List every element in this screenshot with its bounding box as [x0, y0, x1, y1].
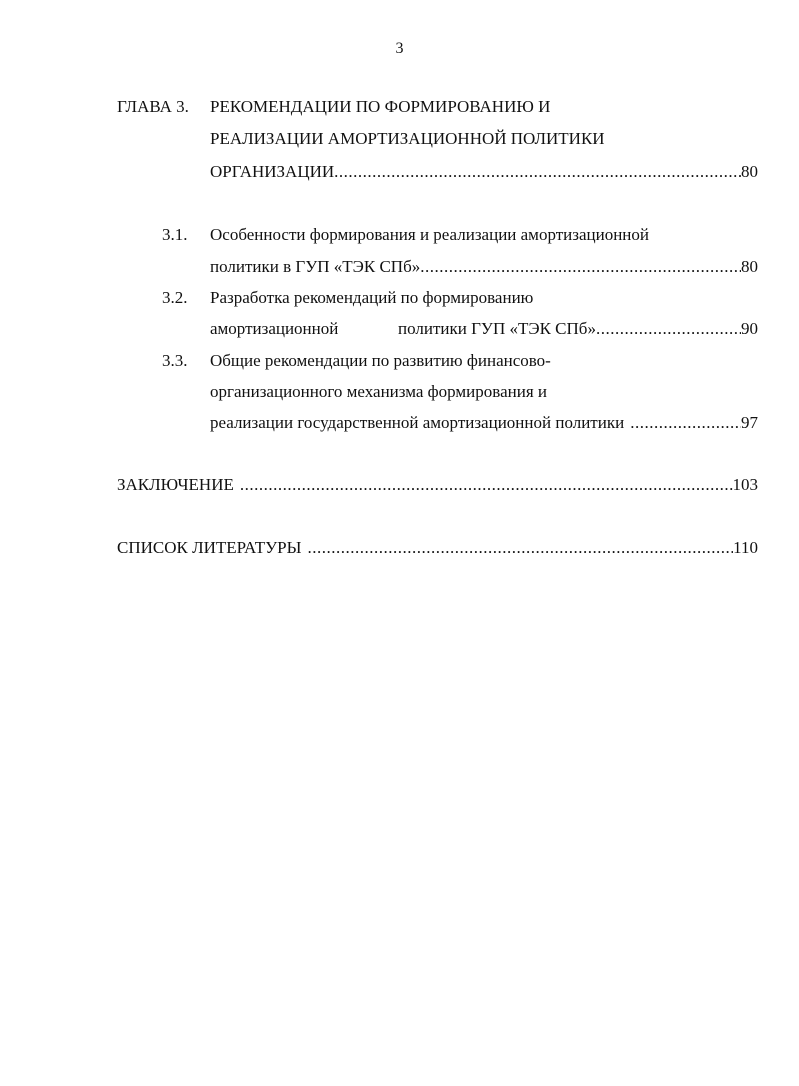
chapter-title-line3: [210, 161, 758, 183]
section-page: 80: [741, 257, 758, 276]
leader-dots: [624, 412, 741, 434]
section-title-line3: [210, 412, 758, 434]
section-number: 3.2.: [162, 288, 188, 307]
section-title-text: политики ГУП «ТЭК СПб»: [398, 319, 596, 338]
leader-dots: [596, 318, 741, 340]
leader-dots: [234, 474, 733, 496]
leader-dots: [301, 537, 733, 559]
chapter-title-text: ОРГАНИЗАЦИИ: [210, 162, 335, 181]
leader-dots: [334, 161, 741, 183]
leader-dots: [420, 256, 741, 278]
section-page: 90: [741, 319, 758, 338]
conclusion-page: 103: [732, 475, 758, 494]
section-page: 97: [741, 413, 758, 432]
references-page: 110: [733, 538, 758, 557]
section-title-line2: организационного механизма формирования и: [210, 382, 547, 401]
chapter-title-line2: РЕАЛИЗАЦИИ АМОРТИЗАЦИОННОЙ ПОЛИТИКИ: [210, 129, 605, 148]
page-number: 3: [395, 40, 404, 57]
section-number: 3.1.: [162, 225, 188, 244]
section-title-line2a: амортизационной: [210, 319, 339, 338]
section-title-text: политики в ГУП «ТЭК СПб»: [210, 257, 421, 276]
chapter-page: 80: [741, 162, 758, 181]
conclusion-title: ЗАКЛЮЧЕНИЕ: [117, 475, 234, 494]
section-title-line2b: [398, 318, 758, 340]
section-title-line1: Общие рекомендации по развитию финансово-: [210, 351, 551, 370]
section-title-line1: Разработка рекомендаций по формированию: [210, 288, 534, 307]
references-entry: [117, 537, 758, 559]
section-title-text: реализации государственной амортизационной политики: [210, 413, 625, 432]
section-title-line1: Особенности формирования и реализации амортизационной: [210, 225, 649, 244]
section-title-line2: [210, 256, 758, 278]
section-number: 3.3.: [162, 351, 188, 370]
chapter-label: ГЛАВА 3.: [117, 97, 189, 116]
conclusion-entry: [117, 474, 758, 496]
chapter-title-line1: РЕКОМЕНДАЦИИ ПО ФОРМИРОВАНИЮ И: [210, 97, 551, 116]
references-title: СПИСОК ЛИТЕРАТУРЫ: [117, 538, 302, 557]
